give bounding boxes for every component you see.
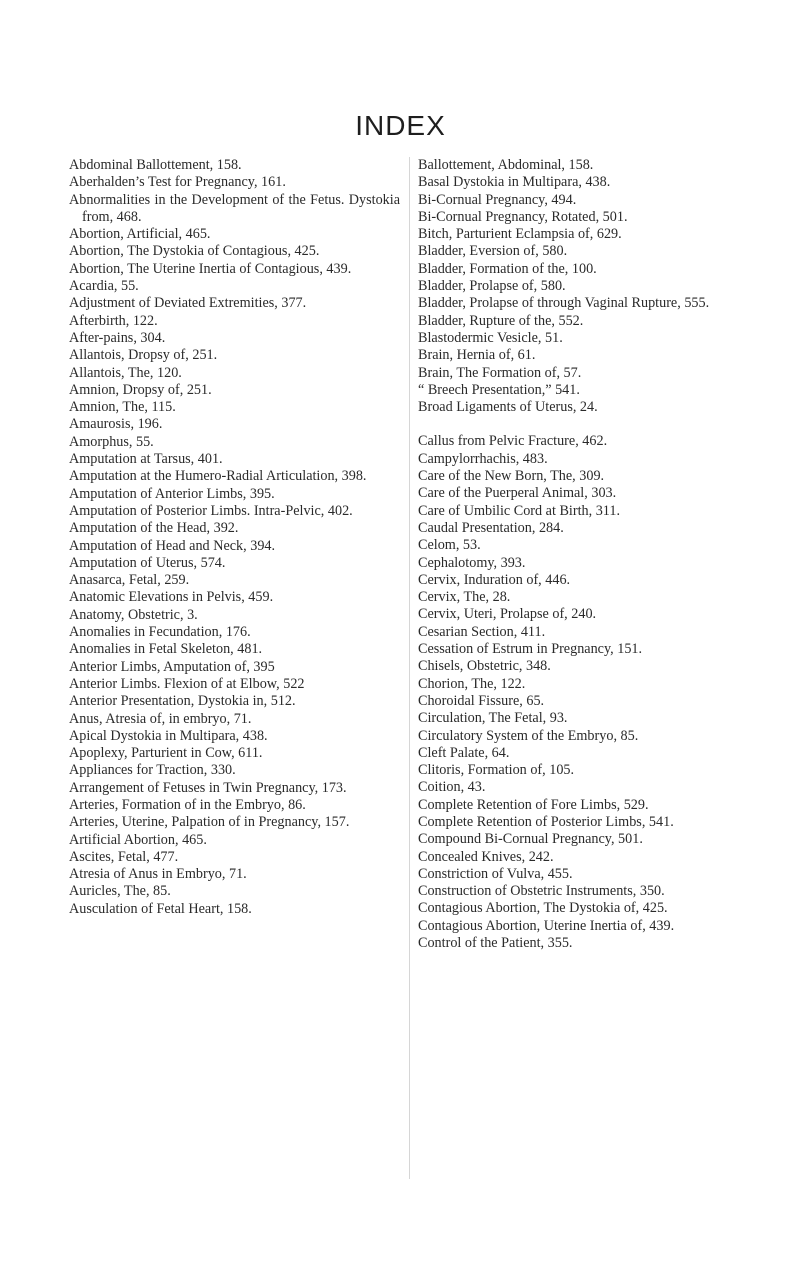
index-entry: Cephalotomy, 393. [418,554,526,571]
index-entry: Coition, 43. [418,779,486,796]
index-entry: Abortion, The Uterine Inertia of Contagious, 439. [69,260,352,277]
column-divider [409,157,410,1179]
index-entry: Concealed Knives, 242. [418,848,554,865]
index-entry: Cervix, Induration of, 446. [418,571,571,588]
index-entry: Cervix, Uteri, Prolapse of, 240. [418,606,597,623]
index-entry: Control of the Patient, 355. [418,935,573,952]
index-entry: Anatomic Elevations in Pelvis, 459. [69,589,274,606]
index-entry: Cervix, The, 28. [418,589,511,606]
index-entry: Blastodermic Vesicle, 51. [418,329,563,346]
index-entry: Contagious Abortion, Uterine Inertia of, 439. [418,917,675,934]
index-entry: Contagious Abortion, The Dystokia of, 425. [418,900,668,917]
index-column-right [418,157,751,952]
index-entry: Abdominal Ballottement, 158. [69,157,242,173]
index-entry: Campylorrhachis, 483. [418,450,548,467]
index-entry: Construction of Obstetric Instruments, 350. [418,883,665,900]
index-entry: Clitoris, Formation of, 105. [418,762,575,779]
index-entry: Circulatory System of the Embryo, 85. [418,727,639,744]
index-entry: Broad Ligaments of Uterus, 24. [418,399,598,416]
index-entry: Ballottement, Abdominal, 158. [418,157,594,173]
index-entry: Amputation of Head and Neck, 394. [69,537,276,554]
index-entry: Cesarian Section, 411. [418,623,546,640]
index-entry: Amputation of Anterior Limbs, 395. [69,485,275,502]
index-entry: Constriction of Vulva, 455. [418,865,573,882]
index-entry: Adjustment of Deviated Extremities, 377. [69,295,307,312]
index-entry: Choroidal Fissure, 65. [418,692,545,709]
index-entry: Apical Dystokia in Multipara, 438. [69,727,268,744]
index-entry: Amputation at Tarsus, 401. [69,451,223,468]
index-entry: Complete Retention of Posterior Limbs, 541. [418,813,674,830]
index-entry: Aberhalden’s Test for Pregnancy, 161. [69,174,286,191]
index-entry: Bi-Cornual Pregnancy, 494. [418,191,577,208]
index-entry: Cessation of Estrum in Pregnancy, 151. [418,641,643,658]
index-entry: Bladder, Eversion of, 580. [418,243,568,260]
index-entry: Bladder, Rupture of the, 552. [418,312,584,329]
index-entry: Abortion, The Dystokia of Contagious, 425. [69,243,320,260]
index-entry: Compound Bi-Cornual Pregnancy, 501. [418,831,643,848]
index-entry: Anomalies in Fecundation, 176. [69,624,251,641]
index-entry: Chorion, The, 122. [418,675,526,692]
index-entry: Amputation of the Head, 392. [69,520,239,537]
index-entry: Artificial Abortion, 465. [69,831,207,848]
index-entry: Auricles, The, 85. [69,883,171,900]
index-entry: Brain, Hernia of, 61. [418,347,536,364]
index-entry: Brain, The Formation of, 57. [418,364,582,381]
index-entry: Ausculation of Fetal Heart, 158. [69,900,252,917]
index-entry: Amaurosis, 196. [69,416,163,433]
index-entry: Care of the New Born, The, 309. [418,468,605,485]
index-entry: Anterior Limbs, Amputation of, 395 [69,658,275,675]
index-entry: Bladder, Prolapse of through Vaginal Rupture, 555. [418,295,710,312]
index-entry: Appliances for Traction, 330. [69,762,236,779]
index-entry: Apoplexy, Parturient in Cow, 611. [69,745,263,762]
index-entry: Caudal Presentation, 284. [418,519,564,536]
index-entry: Complete Retention of Fore Limbs, 529. [418,796,649,813]
index-entry: Amorphus, 55. [69,433,154,450]
index-entry: Bi-Cornual Pregnancy, Rotated, 501. [418,208,628,225]
index-entry: Amnion, Dropsy of, 251. [69,381,212,398]
index-entry: Celom, 53. [418,537,481,554]
index-entry: Care of the Puerperal Animal, 303. [418,485,617,502]
index-entry: Anus, Atresia of, in embryo, 71. [69,710,252,727]
index-entry: Chisels, Obstetric, 348. [418,658,551,675]
index-entry: Anasarca, Fetal, 259. [69,572,190,589]
index-entry: Basal Dystokia in Multipara, 438. [418,174,611,191]
index-entry: Acardia, 55. [69,278,139,295]
index-entry: Amputation of Uterus, 574. [69,554,226,571]
index-entry: Anomalies in Fetal Skeleton, 481. [69,641,263,658]
index-entry: Circulation, The Fetal, 93. [418,710,568,727]
index-entry: Abnormalities in the Development of the Fetus. Dystokia from, 468. [69,191,400,225]
index-entry: Care of Umbilic Cord at Birth, 311. [418,502,621,519]
index-entry: Arteries, Uterine, Palpation of in Pregnancy, 157. [69,814,350,831]
index-entry: Amnion, The, 115. [69,399,176,416]
index-entry: Arteries, Formation of in the Embryo, 86. [69,796,306,813]
index-entry: Abortion, Artificial, 465. [69,226,211,243]
index-entry: Cleft Palate, 64. [418,744,510,761]
index-column-left [69,157,400,918]
index-entry: Allantois, The, 120. [69,364,182,381]
index-entry: “ Breech Presentation,” 541. [418,381,580,398]
index-entry: Arrangement of Fetuses in Twin Pregnancy, 173. [69,779,347,796]
index-entry: Bladder, Formation of the, 100. [418,260,597,277]
index-entry: Anatomy, Obstetric, 3. [69,606,198,623]
index-entry: After-pains, 304. [69,329,166,346]
index-entry: Amputation of Posterior Limbs. Intra-Pelvic, 402. [69,502,353,519]
index-entry: Ascites, Fetal, 477. [69,848,179,865]
index-entry: Bladder, Prolapse of, 580. [418,278,566,295]
index-entry: Anterior Limbs. Flexion of at Elbow, 522 [69,675,305,692]
page-title: INDEX [355,110,446,141]
index-entry: Atresia of Anus in Embryo, 71. [69,866,247,883]
index-entry: Allantois, Dropsy of, 251. [69,347,218,364]
index-entry: Anterior Presentation, Dystokia in, 512. [69,693,296,710]
index-entry: Bitch, Parturient Eclampsia of, 629. [418,226,622,243]
index-entry: Callus from Pelvic Fracture, 462. [418,433,608,450]
index-entry: Amputation at the Humero-Radial Articulation, 398. [69,468,367,485]
index-entry: Afterbirth, 122. [69,312,158,329]
